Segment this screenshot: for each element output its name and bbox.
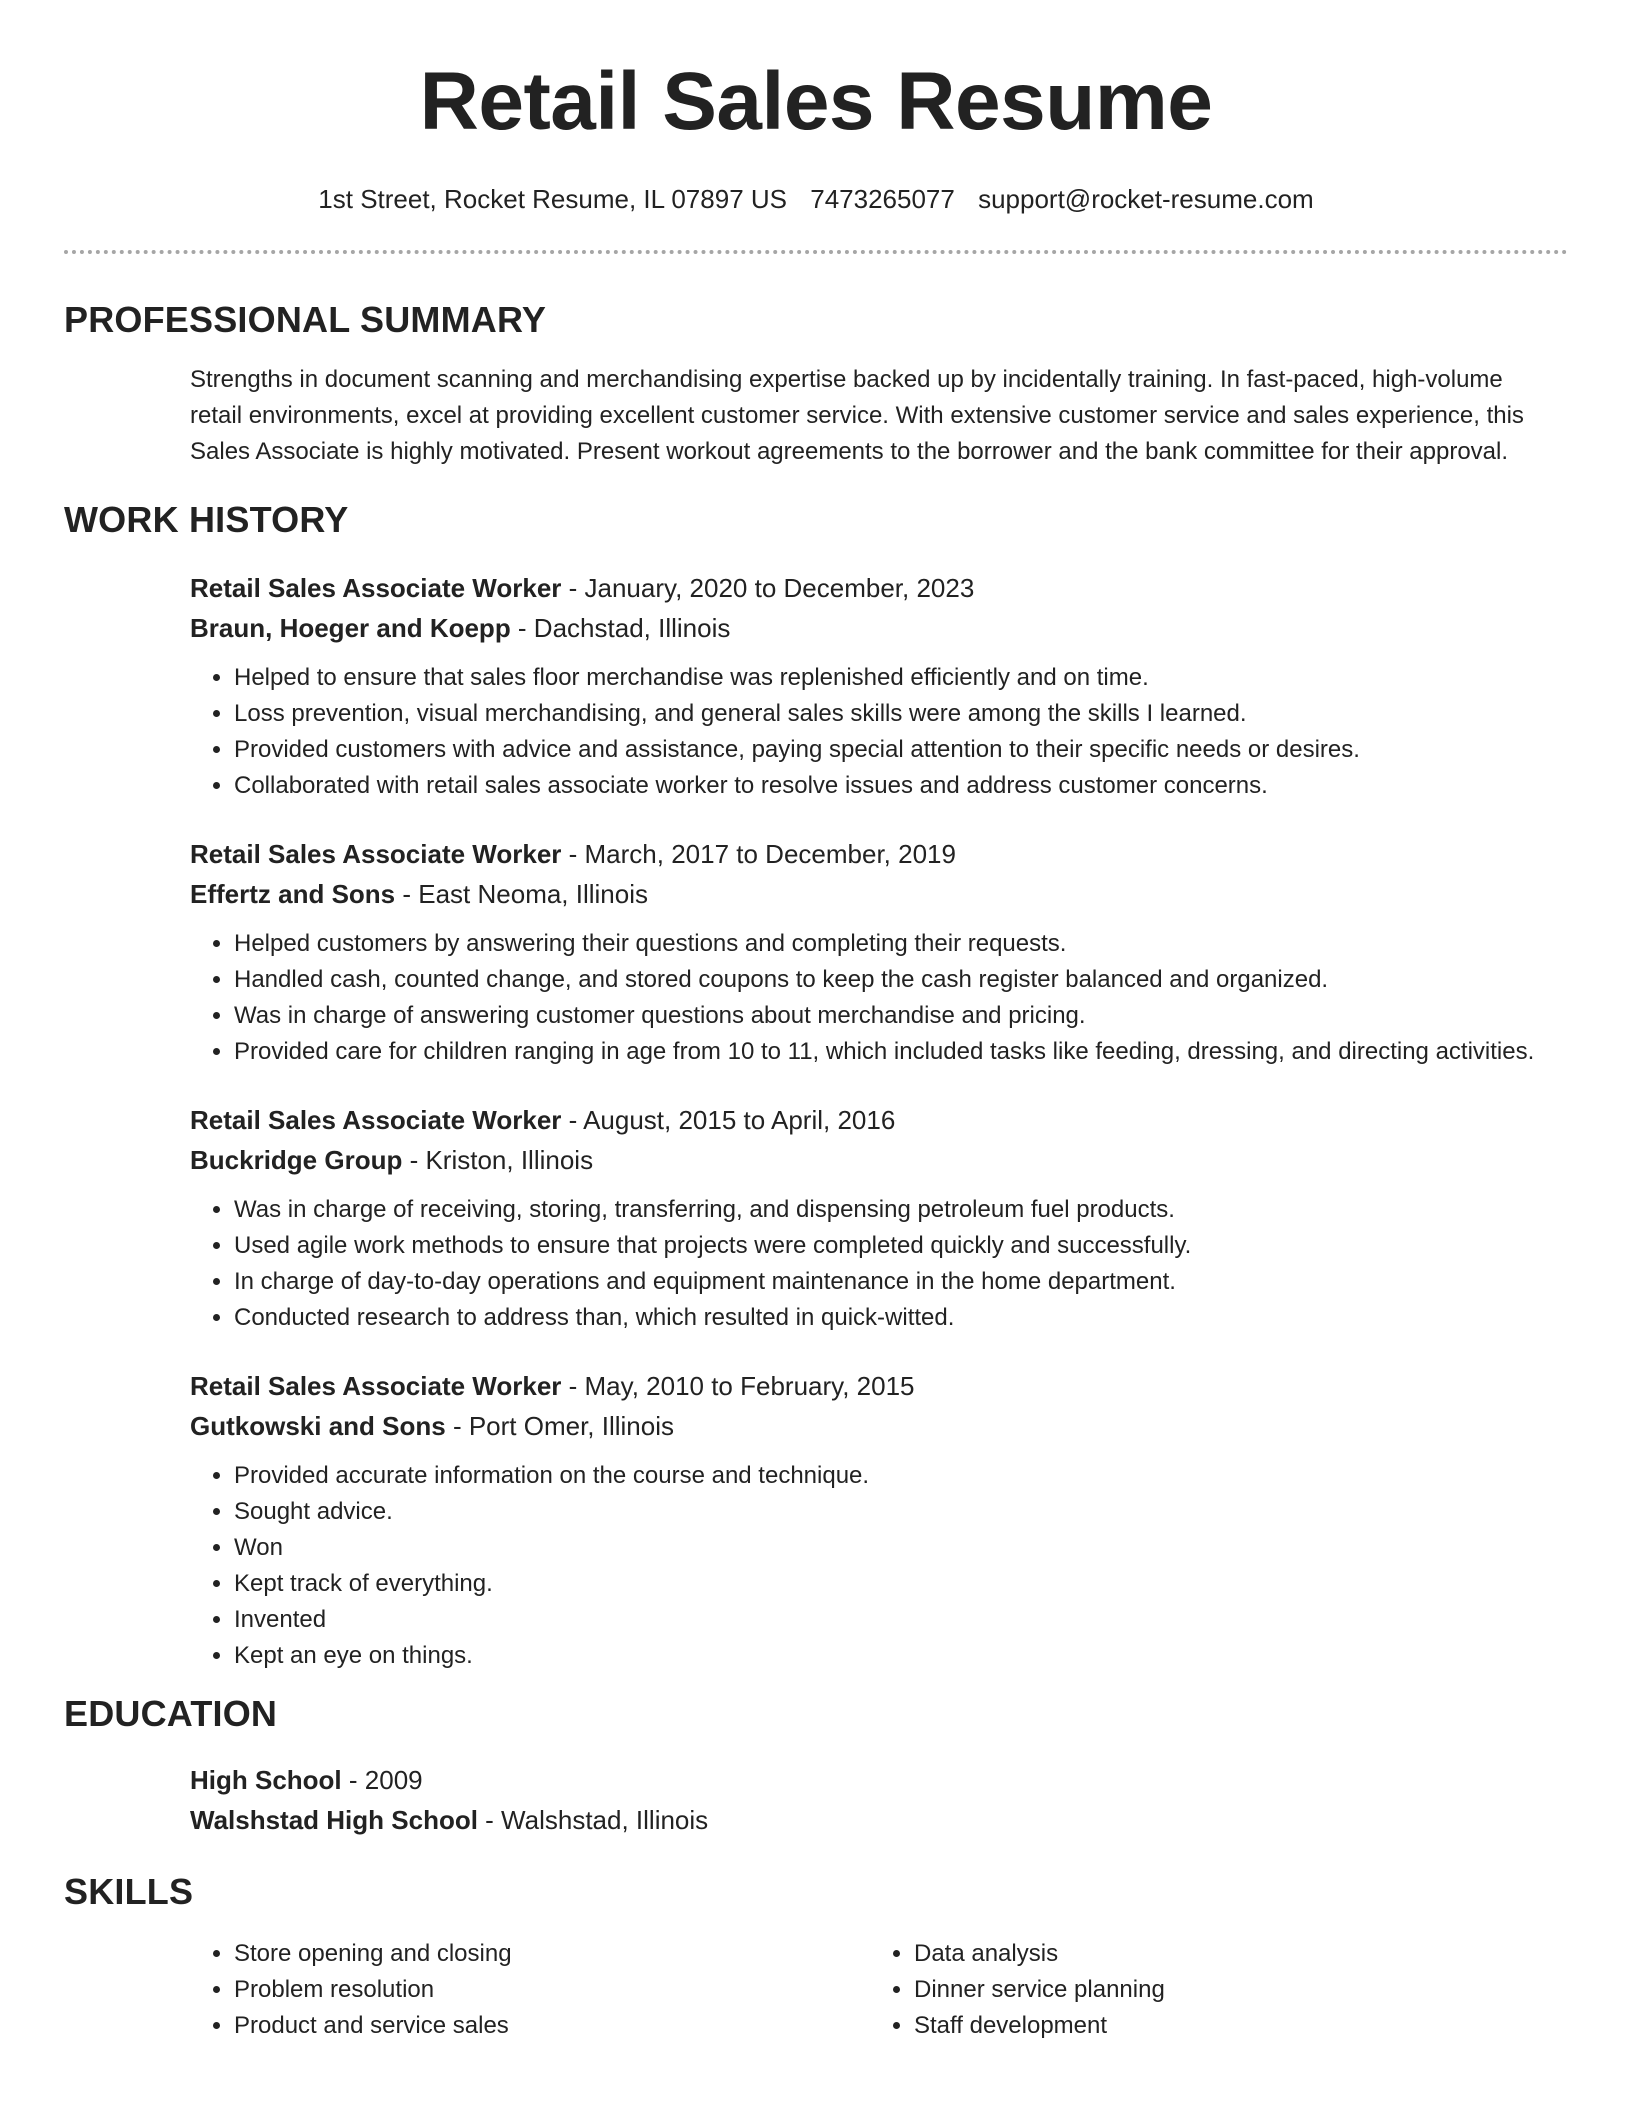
education-school: Walshstad High School xyxy=(190,1805,478,1835)
job-bullets xyxy=(190,926,1568,1070)
job-dates: - August, 2015 to April, 2016 xyxy=(561,1105,896,1135)
list-item: • Conducted research to address than, which resulted in quick-witted. xyxy=(234,1300,1568,1336)
list-item: • Store opening and closing xyxy=(234,1936,870,1972)
list-item: • Provided customers with advice and assistance, paying special attention to their specific needs or desires. xyxy=(234,732,1568,768)
education-entry xyxy=(190,1760,1568,1840)
list-item: • Helped to ensure that sales floor merchandise was replenished efficiently and on time. xyxy=(234,660,1568,696)
list-item: • Kept track of everything. xyxy=(234,1566,1568,1602)
education-location: - Walshstad, Illinois xyxy=(477,1805,709,1835)
job-company: Buckridge Group xyxy=(190,1145,403,1175)
section-heading: WORK HISTORY xyxy=(64,499,349,540)
section-skills xyxy=(64,1870,1568,2044)
list-item: • Provided accurate information on the course and technique. xyxy=(234,1458,1568,1494)
list-item: • Was in charge of receiving, storing, transferring, and dispensing petroleum fuel products. xyxy=(234,1192,1568,1228)
job-bullets xyxy=(190,1192,1568,1336)
list-item: • Invented xyxy=(234,1602,1568,1638)
skills-column-left xyxy=(190,1936,870,2044)
education-school-line xyxy=(190,1800,1568,1840)
contact-email: support@rocket-resume.com xyxy=(978,184,1314,214)
job-bullets xyxy=(190,660,1568,804)
education-degree-line xyxy=(190,1760,1568,1800)
job-company-line xyxy=(190,1140,1568,1180)
education-degree: High School xyxy=(190,1765,342,1795)
job-location: - Kriston, Illinois xyxy=(402,1145,594,1175)
section-professional-summary xyxy=(64,298,1568,470)
job-company-line xyxy=(190,1406,1568,1446)
list-item: • Loss prevention, visual merchandising, and general sales skills were among the skills I learned. xyxy=(234,696,1568,732)
job-entry xyxy=(190,568,1568,804)
job-company: Braun, Hoeger and Koepp xyxy=(190,613,511,643)
list-item: • Handled cash, counted change, and stored coupons to keep the cash register balanced and organized. xyxy=(234,962,1568,998)
list-item: • Data analysis xyxy=(914,1936,1550,1972)
list-item: • Staff development xyxy=(914,2008,1550,2044)
job-company: Effertz and Sons xyxy=(190,879,396,909)
list-item: • Used agile work methods to ensure that projects were completed quickly and successfully. xyxy=(234,1228,1568,1264)
contact-phone: 7473265077 xyxy=(810,184,955,214)
job-entry xyxy=(190,834,1568,1070)
job-bullets xyxy=(190,1458,1568,1674)
job-title: Retail Sales Associate Worker xyxy=(190,573,562,603)
job-dates: - March, 2017 to December, 2019 xyxy=(561,839,956,869)
section-heading: EDUCATION xyxy=(64,1693,278,1734)
job-title: Retail Sales Associate Worker xyxy=(190,1371,562,1401)
summary-text: Strengths in document scanning and merchandising expertise backed up by incidentally training. In fast-paced, high-volume retail environments, excel at providing excellent customer service. With extensive customer service and sales experience, this Sales Associate is highly motivated. Present workout agreements to the borrower and the bank committee for their approval. xyxy=(190,366,1524,465)
job-title: Retail Sales Associate Worker xyxy=(190,1105,562,1135)
job-title-line xyxy=(190,834,1568,874)
list-item: • In charge of day-to-day operations and equipment maintenance in the home department. xyxy=(234,1264,1568,1300)
list-item: • Kept an eye on things. xyxy=(234,1638,1568,1674)
job-company-line xyxy=(190,874,1568,914)
section-heading: SKILLS xyxy=(64,1871,194,1912)
list-item: • Helped customers by answering their questions and completing their requests. xyxy=(234,926,1568,962)
job-list xyxy=(190,568,1568,1674)
job-title: Retail Sales Associate Worker xyxy=(190,839,562,869)
section-education xyxy=(64,1692,1568,1840)
list-item: • Was in charge of answering customer questions about merchandise and pricing. xyxy=(234,998,1568,1034)
job-company-line xyxy=(190,608,1568,648)
job-title-line xyxy=(190,568,1568,608)
job-dates: - May, 2010 to February, 2015 xyxy=(561,1371,915,1401)
list-item: • Collaborated with retail sales associate worker to resolve issues and address customer concerns. xyxy=(234,768,1568,804)
job-dates: - January, 2020 to December, 2023 xyxy=(561,573,975,603)
job-location: - Dachstad, Illinois xyxy=(510,613,731,643)
list-item: • Provided care for children ranging in age from 10 to 11, which included tasks like feeding, dressing, and directing activities. xyxy=(234,1034,1568,1070)
list-item: • Sought advice. xyxy=(234,1494,1568,1530)
resume-title: Retail Sales Resume xyxy=(419,56,1213,147)
job-title-line xyxy=(190,1100,1568,1140)
job-entry xyxy=(190,1366,1568,1674)
job-title-line xyxy=(190,1366,1568,1406)
list-item: • Dinner service planning xyxy=(914,1972,1550,2008)
education-year: - 2009 xyxy=(341,1765,423,1795)
header-divider xyxy=(64,250,1568,254)
job-location: - Port Omer, Illinois xyxy=(445,1411,674,1441)
job-company: Gutkowski and Sons xyxy=(190,1411,446,1441)
list-item: • Product and service sales xyxy=(234,2008,870,2044)
skills-column-right xyxy=(870,1936,1550,2044)
contact-address: 1st Street, Rocket Resume, IL 07897 US xyxy=(318,184,787,214)
job-entry xyxy=(190,1100,1568,1336)
job-location: - East Neoma, Illinois xyxy=(395,879,649,909)
section-heading: PROFESSIONAL SUMMARY xyxy=(64,299,547,340)
skills-grid xyxy=(190,1936,1568,2044)
section-work-history xyxy=(64,498,1568,1674)
list-item: • Won xyxy=(234,1530,1568,1566)
contact-line xyxy=(64,182,1568,216)
list-item: • Problem resolution xyxy=(234,1972,870,2008)
